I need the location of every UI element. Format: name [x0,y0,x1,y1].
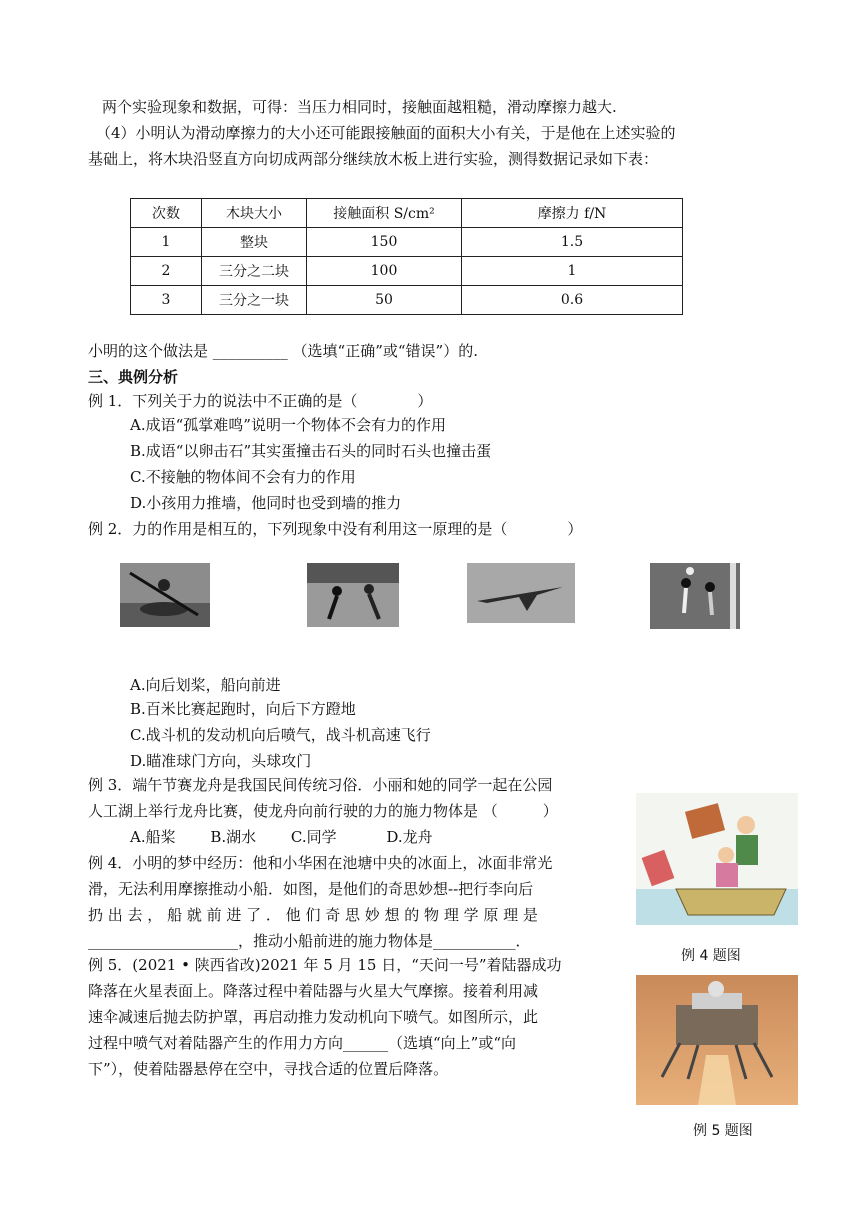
intro-line-1: 两个实验现象和数据，可得：当压力相同时，接触面越粗糙，滑动摩擦力越大. [102,98,617,116]
ex5-lander-image [636,975,798,1105]
table-header-row [131,199,683,228]
ex1-option-b: B.成语“以卵击石”其实蛋撞击石头的同时石头也撞击蛋 [130,442,492,460]
sprint-image [307,563,399,627]
ex4-caption: 例 4 题图 [681,948,741,964]
football-header-photo [650,563,740,629]
table-cell: 100 [307,257,462,286]
fighter-jet-image [467,563,575,623]
rowing-photo [120,563,210,627]
after-table-question: 小明的这个做法是 __________ （选填“正确”或“错误”）的. [88,342,478,360]
table-row [131,228,683,257]
table-header-cell: 次数 [131,199,202,228]
table-cell: 0.6 [462,286,683,315]
table-cell: 50 [307,286,462,315]
intro-line-3: 基础上，将木块沿竖直方向切成两部分继续放木板上进行实验，测得数据记录如下表： [88,150,659,168]
intro-line-2: （4）小明认为滑动摩擦力的大小还可能跟接触面的面积大小有关，于是他在上述实验的 [96,124,676,142]
ex2-option-d: D.瞄准球门方向，头球攻门 [130,752,312,770]
table-cell: 3 [131,286,202,315]
ex1-option-c: C.不接触的物体间不会有力的作用 [130,468,356,486]
table-cell: 2 [131,257,202,286]
ex5-line-2: 降落在火星表面上。降落过程中着陆器与火星大气摩擦。接着利用减 [88,982,539,1000]
table-row [131,286,683,315]
table-cell: 1 [131,228,202,257]
section-title: 三、典例分析 [88,368,179,386]
table-header-cell: 摩擦力 f/N [462,199,683,228]
table-cell: 150 [307,228,462,257]
table-row [131,257,683,286]
ex1-option-d: D.小孩用力推墙，他同时也受到墙的推力 [130,494,402,512]
ex5-line-4: 过程中喷气对着陆器产生的作用力方向______（选填“向上”或“向 [88,1034,517,1052]
table-header-cell: 接触面积 S/cm² [307,199,462,228]
fighter-jet-photo [467,563,575,623]
ex3-options: A.船桨 B.湖水 C.同学 D.龙舟 [130,828,433,846]
football-header-image [650,563,740,629]
ex5-lander-photo [636,975,798,1105]
table-cell: 整块 [202,228,307,257]
ex5-line-3: 速伞减速后抛去防护罩，再启动推力发动机向下喷气。如图所示，此 [88,1008,539,1026]
rowing-image [120,563,210,627]
ex3-line-2: 人工湖上举行龙舟比赛，使龙舟向前行驶的力的施力物体是 （ ） [88,802,558,820]
ex1-option-a: A.成语“孤掌难鸣”说明一个物体不会有力的作用 [130,416,446,434]
table-cell: 三分之一块 [202,286,307,315]
ex4-cartoon [636,793,798,925]
ex2-option-b: B.百米比赛起跑时，向后下方蹬地 [130,700,356,718]
ex4-line-2: 滑，无法利用摩擦推动小船．如图，是他们的奇思妙想--把行李向后 [88,880,534,898]
table-header-cell: 木块大小 [202,199,307,228]
ex4-line-4: ____________________，推动小船前进的施力物体是___________． [88,932,531,950]
ex5-line-5: 下”），使着陆器悬停在空中，寻找合适的位置后降落。 [88,1060,449,1078]
ex3-line-1: 例 3．端午节赛龙舟是我国民间传统习俗．小丽和她的同学一起在公园 [88,776,553,794]
ex4-line-3: 扔 出 去 ， 船 就 前 进 了 ． 他 们 奇 思 妙 想 的 物 理 学 原 理 是 [88,906,538,924]
table-cell: 1.5 [462,228,683,257]
ex5-caption: 例 5 题图 [693,1123,753,1139]
friction-data-table [130,198,683,315]
ex4-cartoon-image [636,793,798,925]
ex1-question: 例 1．下列关于力的说法中不正确的是（ ） [88,392,433,410]
ex5-line-1: 例 5．(2021 • 陕西省改)2021 年 5 月 15 日，“天问一号”着陆器成功 [88,956,562,974]
ex2-question: 例 2．力的作用是相互的，下列现象中没有利用这一原理的是（ ） [88,520,583,538]
table-cell: 1 [462,257,683,286]
ex2-option-c: C.战斗机的发动机向后喷气，战斗机高速飞行 [130,726,431,744]
ex4-line-1: 例 4．小明的梦中经历：他和小华困在池塘中央的冰面上，冰面非常光 [88,854,553,872]
sprint-photo [307,563,399,627]
table-cell: 三分之二块 [202,257,307,286]
ex2-option-a: A.向后划桨，船向前进 [130,676,281,694]
